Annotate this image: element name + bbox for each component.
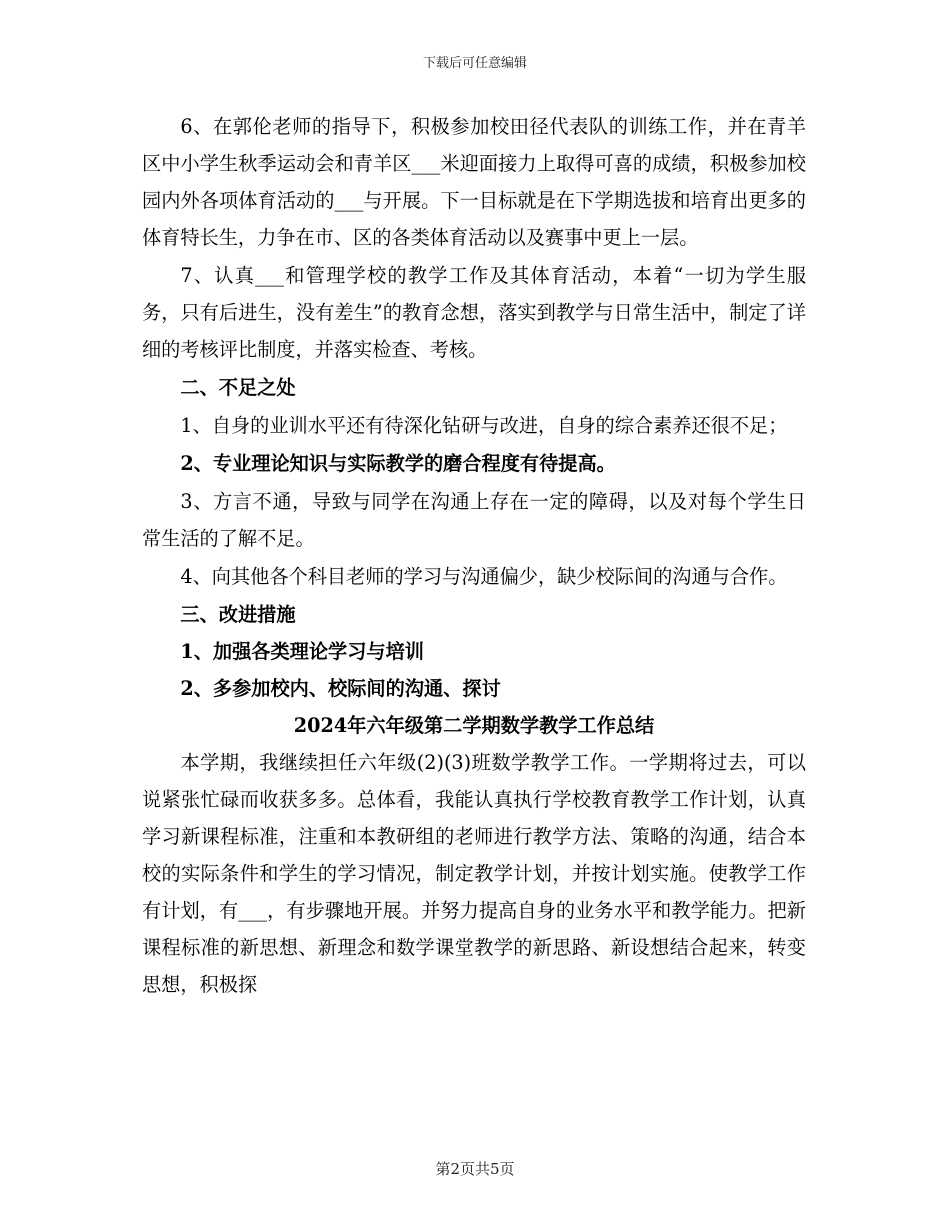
shortcoming-item-3: 3、方言不通，导致与同学在沟通上存在一定的障碍，以及对每个学生日常生活的了解不足。 xyxy=(142,490,806,550)
document-body xyxy=(142,108,806,1003)
document-title: 2024年六年级第二学期数学教学工作总结 xyxy=(293,714,655,737)
paragraph-item-7: 7、认真___和管理学校的教学工作及其体育活动，本着“一切为学生服务，只有后进生，没有差生”的教育念想，落实到教学与日常生活中，制定了详细的考核评比制度，并落实检查、考核。 xyxy=(142,264,806,361)
shortcoming-item-2: 2、专业理论知识与实际教学的磨合程度有待提高。 xyxy=(180,452,616,475)
intro-paragraph: 本学期，我继续担任六年级(2)(3)班数学教学工作。一学期将过去，可以说紧张忙碌而收获多多。总体看，我能认真执行学校教育教学工作计划，认真学习新课程标准，注重和本教研组的老师进行教学方法、策略的沟通，结合本校的实际条件和学生的学习情况，制定教学计划，并按计划实施。使教学工作有计划，有___，有步骤地开展。并努力提高自身的业务水平和教学能力。把新课程标准的新思想、新理念和数学课堂教学的新思路、新设想结合起来，转变思想，积极探 xyxy=(142,751,806,996)
paragraph-item-6: 6、在郭伦老师的指导下，积极参加校田径代表队的训练工作，并在青羊区中小学生秋季运动会和青羊区___米迎面接力上取得可喜的成绩，积极参加校园内外各项体育活动的___与开展。下一目标就是在下学期选拔和培育出更多的体育特长生，力争在市、区的各类体育活动以及赛事中更上一层。 xyxy=(142,115,806,249)
page-footer: 第2页共5页 xyxy=(435,1160,515,1178)
improvement-item-2: 2、多参加校内、校际间的沟通、探讨 xyxy=(180,677,501,700)
section-heading-improvements: 三、改进措施 xyxy=(180,603,296,626)
section-heading-shortcomings: 二、不足之处 xyxy=(180,376,296,399)
shortcoming-item-1: 1、自身的业训水平还有待深化钻研与改进，自身的综合素养还很不足； xyxy=(180,414,788,437)
shortcoming-item-4: 4、向其他各个科目老师的学习与沟通偏少，缺少校际间的沟通与合作。 xyxy=(180,565,788,588)
improvement-item-1: 1、加强各类理论学习与培训 xyxy=(180,640,424,663)
page-header: 下载后可任意编辑 xyxy=(422,56,527,71)
